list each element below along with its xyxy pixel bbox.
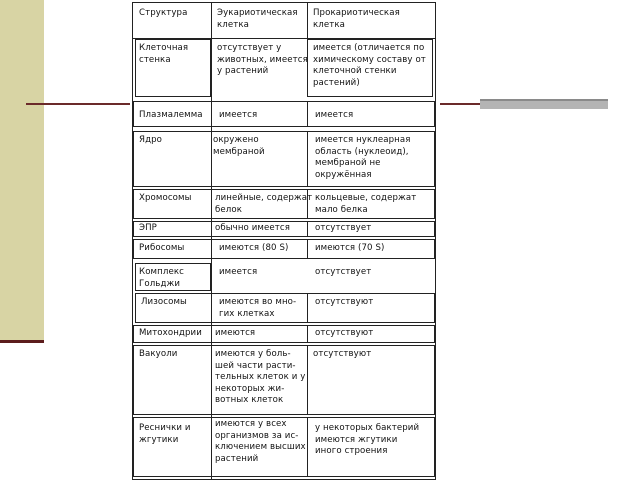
col-divider [211, 101, 212, 127]
row-structure: Вакуоли [139, 349, 178, 359]
row-eukaryotic: имеются во мно- гих клетках [219, 297, 297, 319]
row-structure: Митохондрии [139, 328, 202, 338]
row-prokaryotic: отсутствуют [315, 297, 374, 307]
row-prokaryotic: отсутствует [315, 267, 372, 277]
row-eukaryotic: обычно имеется [215, 223, 290, 233]
col-divider [211, 325, 212, 343]
row-eukaryotic: имеются [215, 328, 256, 338]
row-eukaryotic: линейные, содержат белок [215, 193, 313, 215]
col-divider [307, 239, 308, 259]
row-eukaryotic: имеется [219, 267, 258, 277]
comparison-table-document [132, 2, 436, 480]
row-structure: Лизосомы [141, 297, 187, 307]
col-divider [211, 239, 212, 259]
left-rule [26, 103, 130, 105]
col-divider [307, 293, 308, 323]
row-eukaryotic: окружено мембраной [213, 135, 265, 157]
col-divider [211, 293, 212, 323]
row-eukaryotic: отсутствует у животных, имеется у растений [217, 43, 308, 76]
row-structure: Комплекс Гольджи [139, 267, 184, 289]
row-eukaryotic: имеются у всех организмов за ис- ключением высших растений [215, 419, 306, 464]
row-prokaryotic: отсутствует [315, 223, 372, 233]
row-structure: ЭПР [139, 223, 157, 233]
row-structure: Ядро [139, 135, 163, 145]
row-eukaryotic: имеется [219, 110, 258, 120]
col-divider [307, 101, 308, 127]
row-prokaryotic: у некоторых бактерий имеются жгутики иного строения [315, 423, 420, 456]
side-decor-panel [0, 0, 44, 340]
row-prokaryotic: отсутствуют [315, 328, 374, 338]
header-prokaryotic: Прокариотическая клетка [313, 8, 400, 30]
col-divider [307, 345, 308, 415]
row-prokaryotic: имеются (70 S) [315, 243, 385, 253]
row-prokaryotic: отсутствуют [313, 349, 372, 359]
header-col-divider [307, 3, 308, 38]
row-prokaryotic: имеется [315, 110, 354, 120]
right-rule [440, 103, 480, 105]
col-divider [307, 325, 308, 343]
right-grey-bar-top [480, 99, 608, 101]
row-structure: Хромосомы [139, 193, 192, 203]
header-eukaryotic: Эукариотическая клетка [217, 8, 298, 30]
col-divider [307, 221, 308, 237]
row-prokaryotic: имеется нуклеарная область (нуклеоид), мембраной не окружённая [315, 135, 411, 180]
row-eukaryotic: имеются у боль- шей части расти- тельных клеток и у некоторых жи- вотных клеток [215, 349, 306, 405]
row-structure: Реснички и жгутики [139, 423, 191, 445]
row-prokaryotic: кольцевые, содержат мало белка [315, 193, 417, 215]
row-structure: Клеточная стенка [139, 43, 189, 65]
col-divider [307, 417, 308, 477]
col-divider [307, 131, 308, 187]
row-structure: Рибосомы [139, 243, 185, 253]
row-eukaryotic: имеются (80 S) [219, 243, 289, 253]
row-prokaryotic: имеется (отличается по химическому составу от клеточной стенки растений) [313, 43, 426, 88]
row-structure: Плазмалемма [139, 110, 203, 120]
side-decor-line [0, 340, 44, 343]
header-structure: Структура [139, 8, 188, 18]
